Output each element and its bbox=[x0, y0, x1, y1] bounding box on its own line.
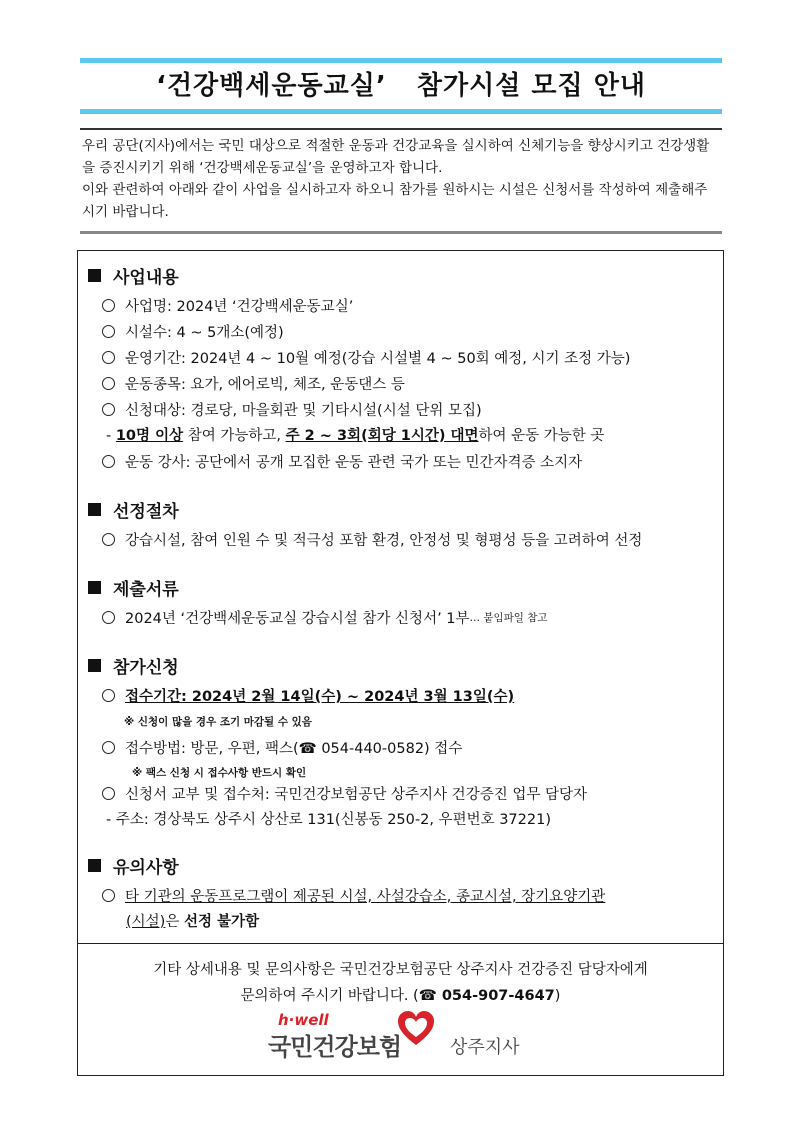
circle-bullet-icon bbox=[102, 299, 115, 312]
circle-bullet-icon bbox=[102, 787, 115, 800]
selection-item: 강습시설, 참여 인원 수 및 적극성 포함 환경, 안정성 및 형평성 등을 고려하여 선정 bbox=[102, 529, 642, 550]
business-item-instructor: 운동 강사: 공단에서 공개 모집한 운동 관련 국가 또는 민간자격증 소지자 bbox=[102, 451, 582, 472]
footer-contact: 기타 상세내용 및 문의사항은 국민건강보험공단 상주지사 건강증진 담당자에게 문의하여 주시기 바랍니다. (☎ 054-907-4647) bbox=[153, 962, 648, 1004]
circle-bullet-icon bbox=[102, 351, 115, 364]
section-heading-business: 사업내용 bbox=[88, 263, 179, 288]
documents-item: 2024년 ‘건강백세운동교실 강습시설 참가 신청서’ 1부 … 붙임파일 참고 bbox=[102, 607, 548, 628]
application-method: 접수방법: 방문, 우편, 팩스(☎ 054-440-0582) 접수 bbox=[102, 737, 462, 758]
early-close-note: ※ 신청이 많을 경우 조기 마감될 수 있음 bbox=[124, 716, 312, 728]
circle-bullet-icon bbox=[102, 889, 115, 902]
organization-name: 국민건강보험 bbox=[268, 1033, 402, 1061]
title-top-bar bbox=[80, 58, 722, 63]
footer-divider bbox=[78, 943, 723, 944]
circle-bullet-icon bbox=[102, 455, 115, 468]
circle-bullet-icon bbox=[102, 533, 115, 546]
square-bullet-icon bbox=[88, 659, 101, 672]
square-bullet-icon bbox=[88, 503, 101, 516]
title-block bbox=[80, 58, 722, 114]
notice-item: 타 기관의 운동프로그램이 제공된 시설, 사설강습소, 종교시설, 장기요양기관 bbox=[102, 885, 605, 906]
circle-bullet-icon bbox=[102, 377, 115, 390]
business-item-name: 사업명: 2024년 ‘건강백세운동교실’ bbox=[102, 295, 353, 316]
circle-bullet-icon bbox=[102, 741, 115, 754]
page-title: ‘건강백세운동교실’ 참가시설 모집 안내 bbox=[156, 71, 646, 101]
contact-phone: ☎ 054-907-4647 bbox=[418, 988, 555, 1004]
circle-bullet-icon bbox=[102, 611, 115, 624]
content-box bbox=[77, 250, 724, 1076]
business-item-types: 운동종목: 요가, 에어로빅, 체조, 운동댄스 등 bbox=[102, 373, 405, 394]
branch-name: 상주지사 bbox=[450, 1037, 520, 1058]
section-heading-application: 참가신청 bbox=[88, 653, 179, 678]
circle-bullet-icon bbox=[102, 325, 115, 338]
section-heading-documents: 제출서류 bbox=[88, 575, 179, 600]
heart-logo-icon bbox=[396, 1009, 436, 1049]
hwell-wordmark: h·well bbox=[278, 1011, 329, 1029]
title-bottom-bar bbox=[80, 109, 722, 114]
intro-paragraph-1: 우리 공단(지사)에서는 국민 대상으로 적절한 운동과 건강교육을 실시하여 신체기능을 향상시키고 건강생활을 증진시키기 위해 ‘건강백세운동교실’을 운영하고자 합니다. bbox=[82, 138, 710, 176]
application-address: - 주소: 경상북도 상주시 상산로 131(신봉동 250-2, 우편번호 37221) bbox=[106, 812, 551, 828]
square-bullet-icon bbox=[88, 581, 101, 594]
circle-bullet-icon bbox=[102, 689, 115, 702]
square-bullet-icon bbox=[88, 269, 101, 282]
section-heading-notice: 유의사항 bbox=[88, 853, 179, 878]
business-item-count: 시설수: 4 ~ 5개소(예정) bbox=[102, 321, 284, 342]
fax-confirm-note: ※ 팩스 신청 시 접수사항 반드시 확인 bbox=[132, 767, 307, 779]
square-bullet-icon bbox=[88, 859, 101, 872]
application-place: 신청서 교부 및 접수처: 국민건강보험공단 상주지사 건강증진 업무 담당자 bbox=[102, 783, 587, 804]
application-period: 접수기간: 2024년 2월 14일(수) ~ 2024년 3월 13일(수) bbox=[102, 685, 514, 706]
business-target-condition: - 10명 이상 참여 가능하고, 주 2 ~ 3회(회당 1시간) 대면하여 운동 가능한 곳 bbox=[106, 428, 605, 444]
business-item-period: 운영기간: 2024년 4 ~ 10월 예정(강습 시설별 4 ~ 50회 예정, 시기 조정 가능) bbox=[102, 347, 630, 368]
attachment-note: … 붙임파일 참고 bbox=[469, 612, 548, 624]
business-item-target: 신청대상: 경로당, 마을회관 및 기타시설(시설 단위 모집) bbox=[102, 399, 482, 420]
section-heading-selection: 선정절차 bbox=[88, 497, 179, 522]
intro-block bbox=[80, 128, 722, 234]
nhis-logo bbox=[268, 1009, 538, 1069]
notice-item-continued: (시설)은 선정 불가함 bbox=[126, 914, 260, 930]
circle-bullet-icon bbox=[102, 403, 115, 416]
intro-paragraph-2: 이와 관련하여 아래와 같이 사업을 실시하고자 하오니 참가를 원하시는 시설은 신청서를 작성하여 제출해주시기 바랍니다. bbox=[82, 182, 708, 220]
